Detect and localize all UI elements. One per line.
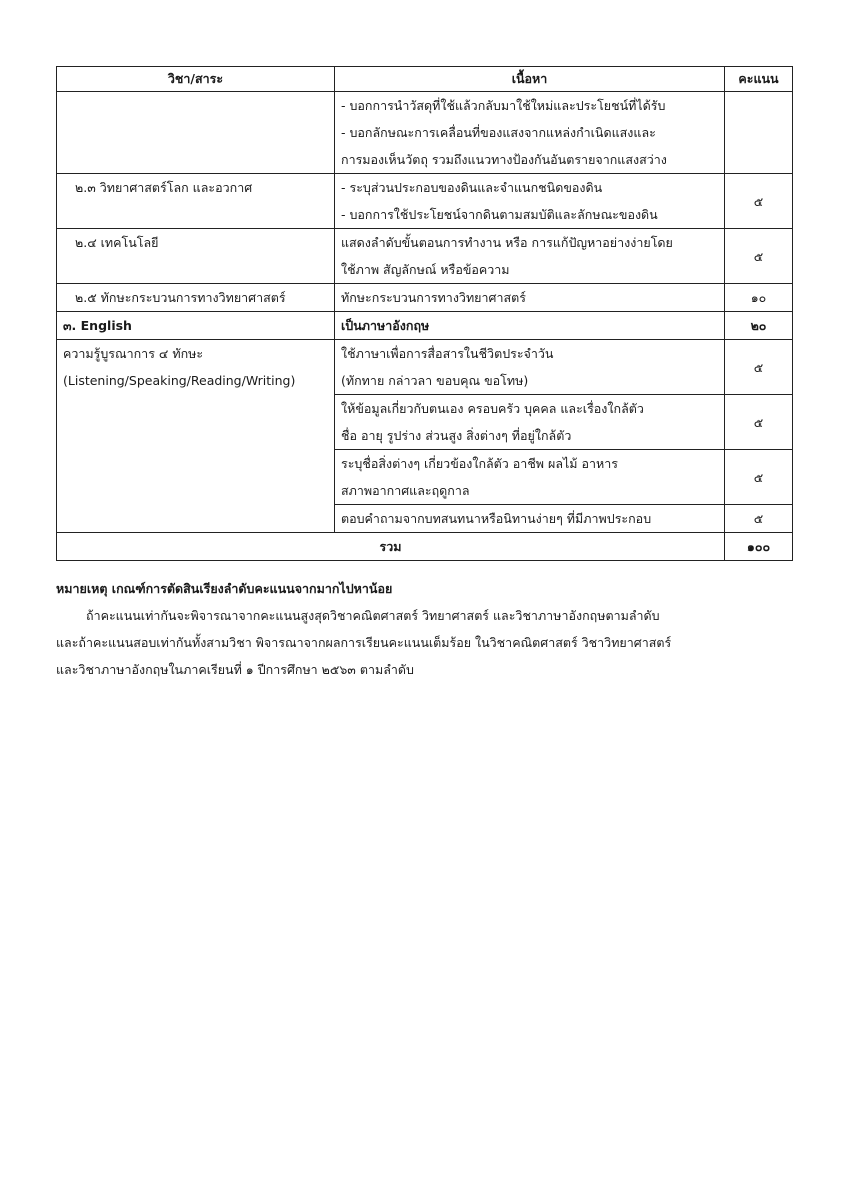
content-line: สภาพอากาศและฤดูกาล — [341, 483, 470, 498]
subject-cell — [57, 312, 335, 340]
total-score-cell — [725, 533, 793, 561]
header-subject: วิชา/สาระ — [57, 67, 335, 92]
content-cell — [335, 229, 725, 284]
score-cell — [725, 505, 793, 533]
score-value: ๕ — [753, 248, 764, 264]
header-content: เนื้อหา — [335, 67, 725, 92]
note-line: ถ้าคะแนนเท่ากันจะพิจารณาจากคะแนนสูงสุดวิชาคณิตศาสตร์ วิทยาศาสตร์ และวิชาภาษาอังกฤษตามลำดับ — [86, 608, 660, 623]
total-score: ๑๐๐ — [746, 539, 771, 554]
total-label-cell — [57, 533, 725, 561]
note-section — [56, 576, 796, 683]
score-value: ๕ — [753, 414, 764, 430]
score-value: ๕ — [753, 193, 764, 209]
header-score: คะแนน — [725, 67, 793, 92]
subject-cell — [57, 229, 335, 284]
note-title: หมายเหตุ เกณฑ์การตัดสินเรียงลำดับคะแนนจากมากไปหาน้อย — [56, 581, 393, 596]
content-line: ให้ข้อมูลเกี่ยวกับตนเอง ครอบครัว บุคคล และเรื่องใกล้ตัว — [341, 401, 644, 416]
score-cell — [725, 229, 793, 284]
content-line: (ทักทาย กล่าวลา ขอบคุณ ขอโทษ) — [341, 373, 529, 388]
content-cell — [335, 450, 725, 505]
score-value: ๕ — [753, 469, 764, 485]
content-cell — [335, 395, 725, 450]
table-row — [57, 229, 793, 284]
subject-label: (Listening/Speaking/Reading/Writing) — [63, 373, 296, 388]
note-line: และวิชาภาษาอังกฤษในภาคเรียนที่ ๑ ปีการศึกษา ๒๕๖๓ ตามลำดับ — [56, 662, 414, 677]
content-cell — [335, 505, 725, 533]
score-cell — [725, 340, 793, 395]
content-line: ตอบคำถามจากบทสนทนาหรือนิทานง่ายๆ ที่มีภาพประกอบ — [341, 511, 652, 526]
content-cell — [335, 284, 725, 312]
total-label: รวม — [379, 539, 402, 554]
content-cell — [335, 174, 725, 229]
content-cell — [335, 92, 725, 174]
score-cell — [725, 395, 793, 450]
score-cell — [725, 284, 793, 312]
english-subject: ๓. English — [63, 318, 132, 333]
score-value: ๕ — [753, 359, 764, 375]
subject-cell — [57, 174, 335, 229]
score-cell — [725, 450, 793, 505]
content-line: - บอกการใช้ประโยชน์จากดินตามสมบัติและลักษณะของดิน — [341, 207, 658, 222]
subject-cell — [57, 284, 335, 312]
content-line: การมองเห็นวัตถุ รวมถึงแนวทางป้องกันอันตรายจากแสงสว่าง — [341, 152, 667, 167]
english-section-row — [57, 312, 793, 340]
content-line: แสดงลำดับขั้นตอนการทำงาน หรือ การแก้ปัญหาอย่างง่ายโดย — [341, 235, 673, 250]
english-content: เป็นภาษาอังกฤษ — [341, 318, 430, 333]
total-row — [57, 533, 793, 561]
content-line: - บอกการนำวัสดุที่ใช้แล้วกลับมาใช้ใหม่และประโยชน์ที่ได้รับ — [341, 98, 666, 113]
content-cell — [335, 340, 725, 395]
subject-label: ๒.๕ ทักษะกระบวนการทางวิทยาศาสตร์ — [75, 290, 286, 305]
table-row — [57, 174, 793, 229]
subject-label: ๒.๓ วิทยาศาสตร์โลก และอวกาศ — [75, 180, 253, 195]
subject-label: ๒.๔ เทคโนโลยี — [75, 235, 159, 250]
content-line: ใช้ภาษาเพื่อการสื่อสารในชีวิตประจำวัน — [341, 346, 554, 361]
score-cell — [725, 174, 793, 229]
table-header-row — [57, 67, 793, 92]
score-value: ๕ — [753, 511, 764, 526]
subject-label: ความรู้บูรณาการ ๔ ทักษะ — [63, 346, 204, 361]
score-value: ๑๐ — [750, 290, 767, 305]
score-cell — [725, 312, 793, 340]
note-paragraph — [56, 602, 796, 683]
table-row — [57, 284, 793, 312]
subject-cell — [57, 340, 335, 533]
table-row — [57, 340, 793, 395]
content-line: ระบุชื่อสิ่งต่างๆ เกี่ยวข้องใกล้ตัว อาชีพ ผลไม้ อาหาร — [341, 456, 619, 471]
note-line: และถ้าคะแนนสอบเท่ากันทั้งสามวิชา พิจารณาจากผลการเรียนคะแนนเต็มร้อย ในวิชาคณิตศาสตร์ วิชาวิทยาศาสตร์ — [56, 635, 672, 650]
score-cell — [725, 92, 793, 174]
subject-cell — [57, 92, 335, 174]
english-score: ๒๐ — [750, 318, 767, 333]
content-line: - บอกลักษณะการเคลื่อนที่ของแสงจากแหล่งกำเนิดแสงและ — [341, 125, 656, 140]
content-line: ชื่อ อายุ รูปร่าง ส่วนสูง สิ่งต่างๆ ที่อยู่ใกล้ตัว — [341, 428, 572, 443]
content-line: ใช้ภาพ สัญลักษณ์ หรือข้อความ — [341, 262, 510, 277]
table-row — [57, 92, 793, 174]
score-criteria-table — [56, 66, 793, 561]
content-line: ทักษะกระบวนการทางวิทยาศาสตร์ — [341, 290, 526, 305]
content-line: - ระบุส่วนประกอบของดินและจำแนกชนิดของดิน — [341, 180, 603, 195]
content-cell — [335, 312, 725, 340]
